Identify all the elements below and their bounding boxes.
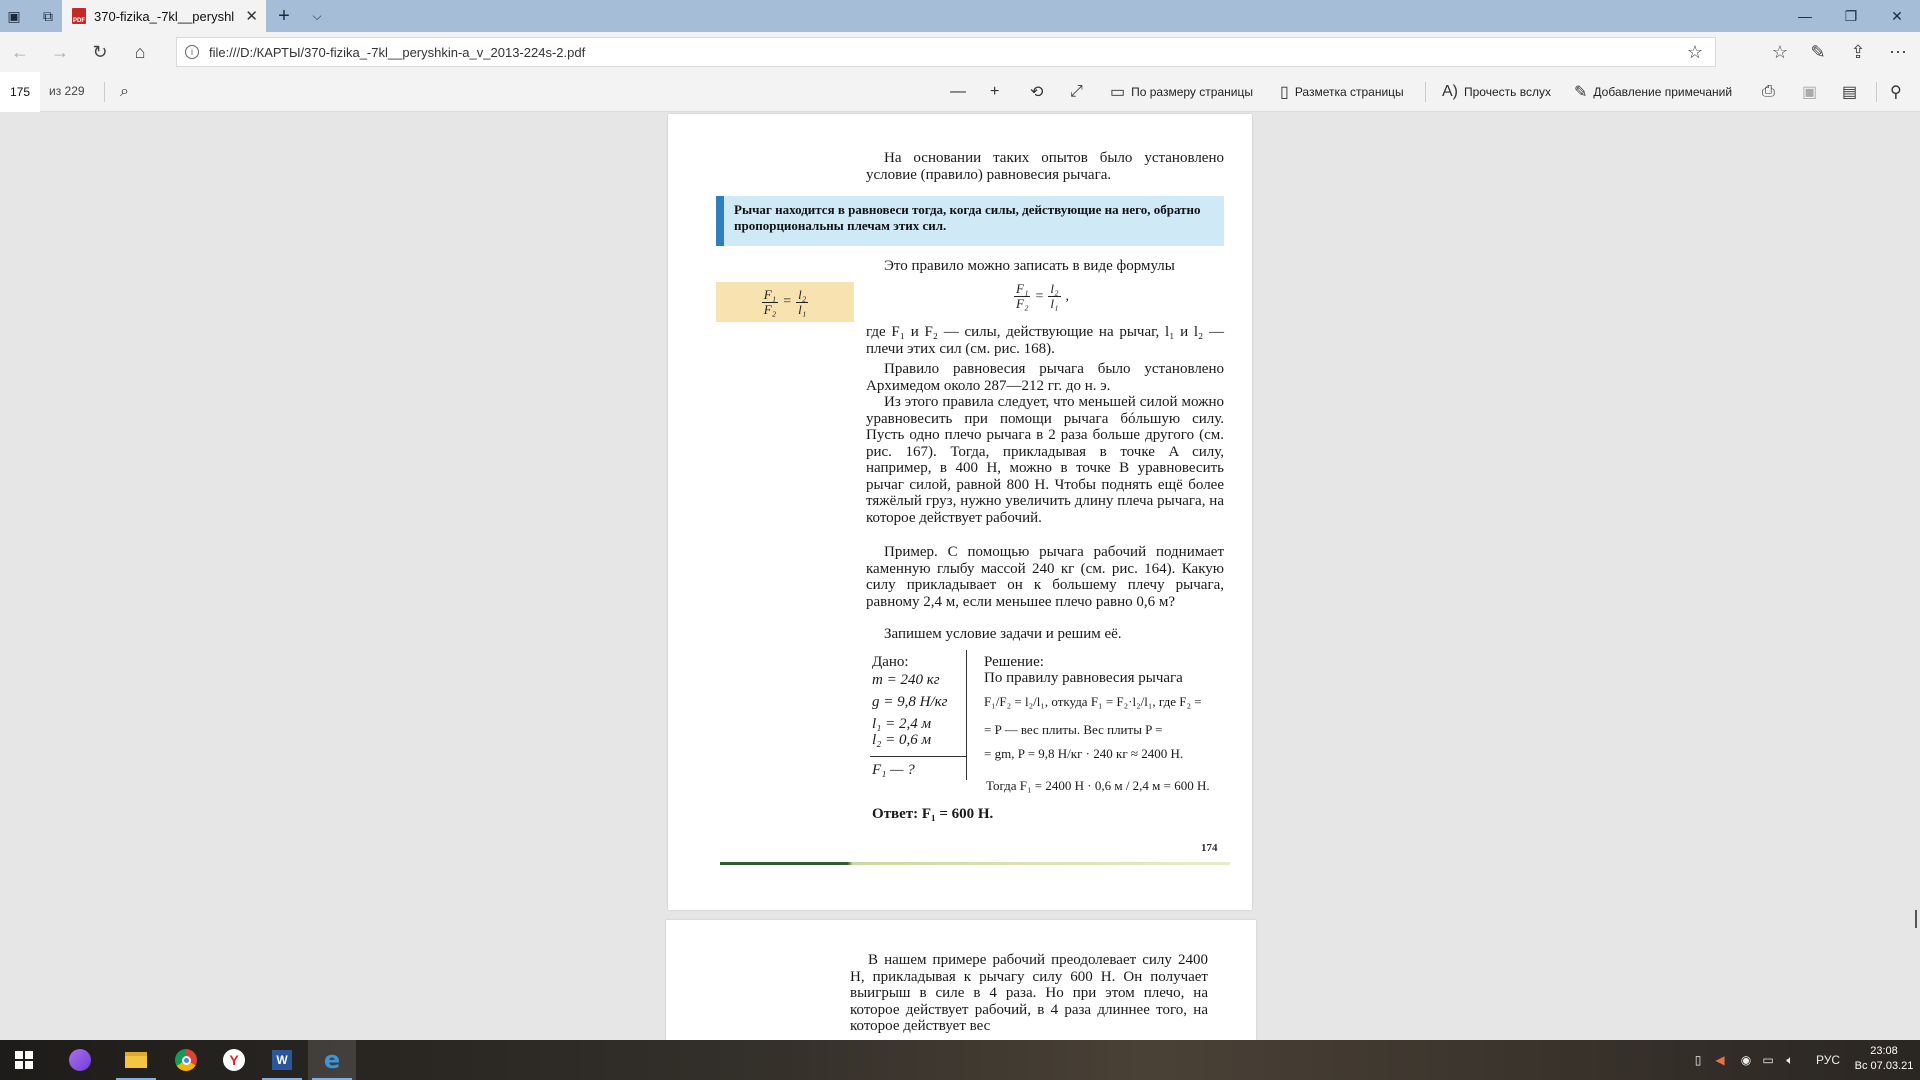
clock[interactable]: 23:08 Вс 07.03.21 [1854, 1045, 1914, 1072]
main-formula: $\frac{\text{F₁}}{\text{F₂}}$ = $\frac{\text{l₂}}{\text{l₁}}$ , [1016, 281, 1070, 311]
page2-paragraph: В нашем примере рабочий преодолевает силу 2400 Н, прикладывая к рычагу силу 600 Н. Он получает выигрыш в силе в 4 раза. Но при этом плечо, на которое действует рабочий, в 4 раза длиннее того, на которое действует вес [850, 952, 1208, 1034]
answer: Ответ: F₁ = 600 Н. [872, 806, 994, 822]
solution-divider [966, 650, 967, 780]
page-layout-icon: ▯ [1280, 84, 1289, 101]
given-title: Дано: [872, 654, 909, 670]
forward-button[interactable]: → [51, 41, 69, 62]
pin-toolbar-icon[interactable]: ⚲ [1890, 84, 1902, 101]
solution-line-1: По правилу равновесия рычага [984, 670, 1183, 686]
given-l1: l₁ = 2,4 м [872, 716, 932, 732]
pdf-page-174 [668, 114, 1252, 910]
volume-icon[interactable]: 🔈︎ [1786, 1052, 1794, 1067]
restore-button[interactable]: ❐ [1844, 7, 1858, 24]
sound-alert-icon[interactable]: ◀ [1715, 1053, 1725, 1067]
zoom-out-icon[interactable]: — [950, 83, 966, 100]
alice-app-icon[interactable] [56, 1040, 104, 1080]
formula-intro: Это правило можно записать в виде формулы [884, 258, 1175, 274]
consequence-paragraph: Из этого правила следует, что меньшей силой можно уравновесить при помощи рычага бóльшую силу. Пусть одно плечо рычага в 2 раза больше другого (см. рис. 167). Тогда, прикладывая в точке A силу, например, в 400 Н, можно в точке B уравновесить рычаг силой, равной 800 Н. Чтобы поднять ещё более тяжёлый груз, нужно увеличить длину плеча рычага, на которое действует рабочий. [866, 394, 1224, 526]
file-explorer-icon[interactable] [112, 1040, 160, 1080]
find-value: F₁ — ? [872, 762, 915, 778]
read-aloud-button[interactable]: A) Прочесть вслух [1442, 83, 1551, 100]
language-indicator[interactable]: РУС [1815, 1053, 1841, 1067]
new-tab-button[interactable]: + [278, 4, 290, 27]
more-icon[interactable]: ⋯ [1889, 41, 1907, 62]
solution-line-5: Тогда F₁ = 2400 Н · 0,6 м / 2,4 м = 600 Н. [986, 778, 1210, 793]
pen-icon: ✎ [1574, 84, 1588, 101]
pdf-viewport[interactable] [0, 112, 1920, 1040]
yandex-browser-icon[interactable]: Y [210, 1040, 258, 1080]
write-down-line: Запишем условие задачи и решим её. [884, 626, 1122, 642]
where-paragraph: где F₁ и F₂ — силы, действующие на рычаг, l₁ и l₂ — плечи этих сил (см. рис. 168). [866, 324, 1224, 357]
favorite-star-icon[interactable]: ☆ [1686, 42, 1703, 62]
home-button[interactable]: ⌂ [134, 41, 146, 62]
set-aside-tabs-icon[interactable]: ⧉ [43, 7, 53, 24]
minimize-button[interactable]: — [1798, 8, 1812, 24]
tab-list-chevron-icon[interactable]: ⌵ [312, 8, 322, 23]
app-tray-icon[interactable]: ◉ [1740, 1053, 1752, 1067]
close-tab-icon[interactable]: ✕ [245, 8, 258, 25]
page-footer-line [720, 862, 1230, 865]
close-window-button[interactable]: ✕ [1891, 7, 1903, 24]
solution-line-3: = P — вес плиты. Вес плиты P = [984, 722, 1163, 737]
add-notes-button[interactable]: ✎ Добавление примечаний [1574, 84, 1733, 101]
toolbar-divider [104, 82, 105, 102]
refresh-button[interactable]: ↻ [92, 41, 108, 62]
page-number: 174 [1201, 842, 1218, 854]
given-mass: m = 240 кг [872, 672, 940, 688]
example-paragraph: Пример. С помощью рычага рабочий поднимает каменную глыбу массой 240 кг (см. рис. 164). Какую силу прикладывает он к большему плечу рычага, равному 2,4 м, если меньшее плечо равно 0,6 м? [866, 544, 1224, 610]
given-g: g = 9,8 Н/кг [872, 694, 948, 710]
solution-line-2: F₁/F₂ = l₂/l₁, откуда F₁ = F₂·l₂/l₁, где F₂ = [984, 694, 1202, 709]
search-icon[interactable]: ⌕ [120, 83, 129, 100]
chrome-icon[interactable] [162, 1040, 210, 1080]
edge-icon[interactable]: e [308, 1040, 356, 1080]
tab-title: 370-fizika_-7kl__peryshl [94, 8, 235, 24]
fullscreen-icon[interactable]: ⤢ [1070, 83, 1083, 100]
page-number-input[interactable]: 175 [0, 72, 40, 112]
word-icon[interactable]: W [258, 1040, 306, 1080]
page-layout-button[interactable]: ▯ Разметка страницы [1280, 84, 1404, 101]
address-bar[interactable] [176, 37, 1716, 67]
toolbar-divider [1876, 82, 1877, 102]
margin-formula: $\frac{\text{F₁}}{\text{F₂}}$ = $\frac{\text{l₂}}{\text{l₁}}$ [716, 282, 854, 322]
tab-preview-icon[interactable]: ▣ [7, 7, 21, 24]
web-note-icon[interactable]: ✎ [1810, 41, 1826, 62]
rule-highlight-box: Рычаг находится в равновеси тогда, когда силы, действующие на него, обратно пропорциональны плечам этих сил. [716, 196, 1224, 246]
save-icon[interactable]: ▣ [1802, 84, 1818, 101]
active-tab[interactable] [62, 0, 266, 32]
share-icon[interactable]: ⇪ [1850, 41, 1866, 62]
given-divider [870, 756, 966, 757]
back-button[interactable]: ← [11, 41, 29, 62]
pdf-toolbar [0, 72, 1920, 112]
url-text: file:///D:/КАРТЫ/370-fizika_-7kl__peryshkin-a_v_2013-224s-2.pdf [209, 44, 586, 60]
archimedes-paragraph: Правило равновесия рычага было установлено Архимедом около 287—212 гг. до н. э. [866, 361, 1224, 394]
page-count: из 229 [49, 84, 85, 98]
favorites-icon[interactable]: ☆ [1771, 41, 1789, 62]
scrollbar-thumb[interactable] [1915, 910, 1917, 928]
zoom-in-icon[interactable]: + [990, 83, 1000, 100]
rotate-icon[interactable]: ⟲ [1030, 84, 1044, 101]
intro-paragraph: На основании таких опытов было установлено условие (правило) равновесия рычага. [866, 150, 1224, 183]
network-icon[interactable]: ▭ [1762, 1053, 1774, 1067]
taskbar [0, 1040, 1920, 1080]
read-aloud-icon: A) [1442, 83, 1458, 100]
solution-line-4: = gm, P = 9,8 Н/кг · 240 кг ≈ 2400 Н. [984, 746, 1184, 761]
info-icon[interactable]: i [185, 45, 199, 59]
pdf-icon: PDF [72, 8, 86, 24]
navigation-bar [0, 32, 1920, 72]
pdf-page-175 [666, 920, 1256, 1040]
toolbar-divider [1425, 82, 1426, 102]
windows-icon [15, 1051, 33, 1069]
given-l2: l₂ = 0,6 м [872, 732, 932, 748]
usb-icon[interactable]: ▯ [1694, 1053, 1702, 1067]
title-bar [0, 0, 1920, 32]
fit-page-icon: ▭ [1110, 84, 1126, 101]
print-icon[interactable]: ⎙ [1762, 83, 1775, 100]
start-button[interactable] [0, 1040, 48, 1080]
save-as-icon[interactable]: ▤ [1842, 84, 1858, 101]
fit-page-button[interactable]: ▭ По размеру страницы [1110, 84, 1253, 101]
solution-title: Решение: [984, 654, 1044, 670]
